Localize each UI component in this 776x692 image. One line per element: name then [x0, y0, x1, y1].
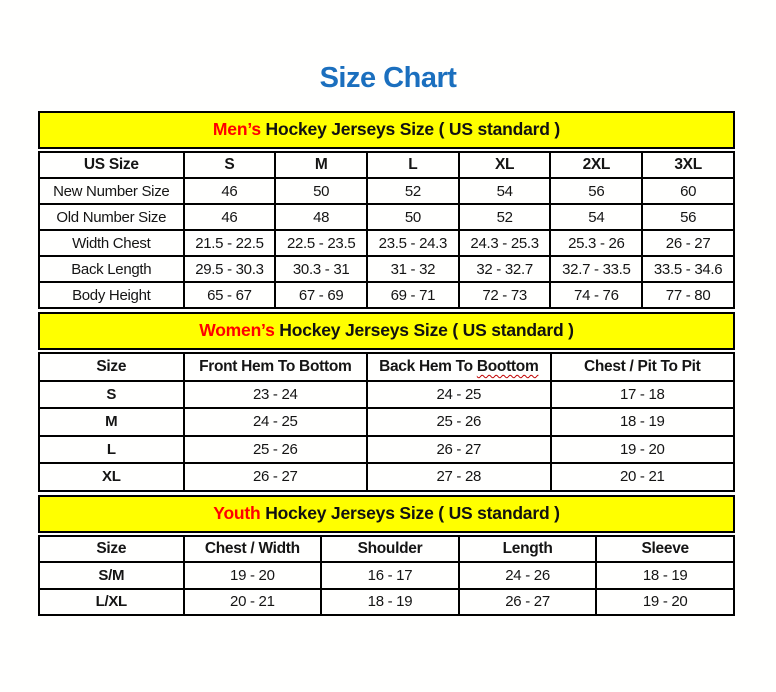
size-value-cell: 21.5 - 22.5	[184, 230, 276, 256]
size-value-cell: 26 - 27	[459, 589, 597, 616]
header-row	[39, 353, 734, 381]
size-value-cell: 19 - 20	[184, 562, 322, 589]
table-row	[39, 230, 734, 256]
size-value-cell: 74 - 76	[550, 282, 642, 308]
table-row	[39, 256, 734, 282]
column-header: Size	[39, 353, 184, 381]
row-label: Old Number Size	[39, 204, 184, 230]
column-header: Shoulder	[321, 536, 459, 563]
size-value-cell: 26 - 27	[367, 436, 550, 464]
row-label: Back Length	[39, 256, 184, 282]
womens-caption-highlight: Women’s	[199, 320, 275, 340]
table-row	[39, 204, 734, 230]
mens-caption-highlight: Men’s	[212, 119, 261, 139]
size-value-cell: 33.5 - 34.6	[642, 256, 734, 282]
youth-size-section	[38, 495, 735, 617]
size-value-cell: 60	[642, 178, 734, 204]
size-value-cell: 18 - 19	[596, 562, 734, 589]
womens-caption-rest: Hockey Jerseys Size ( US standard )	[274, 320, 574, 340]
size-value-cell: 69 - 71	[367, 282, 459, 308]
youth-caption-rest: Hockey Jerseys Size ( US standard )	[260, 502, 560, 523]
size-value-cell: 26 - 27	[184, 463, 367, 491]
youth-caption-highlight: Youth	[213, 502, 261, 523]
size-value-cell: 31 - 32	[367, 256, 459, 282]
size-value-cell: 54	[550, 204, 642, 230]
size-value-cell: 22.5 - 23.5	[275, 230, 367, 256]
row-label: S	[39, 381, 184, 409]
size-value-cell: 29.5 - 30.3	[184, 256, 276, 282]
size-value-cell: 25 - 26	[367, 408, 550, 436]
size-value-cell: 77 - 80	[642, 282, 734, 308]
size-value-cell: 24.3 - 25.3	[459, 230, 551, 256]
size-value-cell: 23 - 24	[184, 381, 367, 409]
size-value-cell: 72 - 73	[459, 282, 551, 308]
row-label: XL	[39, 463, 184, 491]
size-value-cell: 20 - 21	[184, 589, 322, 616]
womens-size-table	[38, 352, 735, 492]
size-value-cell: 18 - 19	[551, 408, 734, 436]
column-header: Back Hem To Boottom	[367, 353, 550, 381]
page-title: Size Chart	[319, 62, 457, 94]
size-value-cell: 16 - 17	[321, 562, 459, 589]
size-value-cell: 25.3 - 26	[550, 230, 642, 256]
size-value-cell: 32 - 32.7	[459, 256, 551, 282]
column-header: 2XL	[550, 152, 642, 178]
mens-table-caption	[38, 111, 735, 149]
size-value-cell: 56	[642, 204, 734, 230]
size-value-cell: 27 - 28	[367, 463, 550, 491]
size-value-cell: 52	[459, 204, 551, 230]
column-header: Chest / Width	[184, 536, 322, 563]
row-label: Body Height	[39, 282, 184, 308]
table-row	[39, 381, 734, 409]
column-header: 3XL	[642, 152, 734, 178]
header-row	[39, 152, 734, 178]
size-value-cell: 50	[367, 204, 459, 230]
table-row	[39, 436, 734, 464]
size-value-cell: 65 - 67	[184, 282, 276, 308]
size-value-cell: 17 - 18	[551, 381, 734, 409]
size-value-cell: 67 - 69	[275, 282, 367, 308]
size-value-cell: 23.5 - 24.3	[367, 230, 459, 256]
table-row	[39, 408, 734, 436]
youth-table-caption	[38, 495, 735, 533]
column-header: Sleeve	[596, 536, 734, 563]
size-value-cell: 24 - 25	[184, 408, 367, 436]
mens-caption-rest: Hockey Jerseys Size ( US standard )	[260, 119, 561, 139]
table-row	[39, 562, 734, 589]
column-header: Front Hem To Bottom	[184, 353, 367, 381]
column-header: S	[184, 152, 276, 178]
row-label: New Number Size	[39, 178, 184, 204]
size-value-cell: 56	[550, 178, 642, 204]
size-value-cell: 18 - 19	[321, 589, 459, 616]
row-label: M	[39, 408, 184, 436]
size-value-cell: 24 - 26	[459, 562, 597, 589]
size-value-cell: 19 - 20	[551, 436, 734, 464]
column-header: US Size	[39, 152, 184, 178]
size-value-cell: 54	[459, 178, 551, 204]
table-row	[39, 463, 734, 491]
row-label: L/XL	[39, 589, 184, 616]
table-row	[39, 282, 734, 308]
column-header: XL	[459, 152, 551, 178]
misspelled-word: Boottom	[476, 357, 539, 375]
size-value-cell: 20 - 21	[551, 463, 734, 491]
mens-size-section	[38, 111, 735, 309]
womens-size-section	[38, 312, 735, 492]
size-value-cell: 32.7 - 33.5	[550, 256, 642, 282]
mens-size-table	[38, 151, 735, 309]
row-label: Width Chest	[39, 230, 184, 256]
size-value-cell: 25 - 26	[184, 436, 367, 464]
size-value-cell: 48	[275, 204, 367, 230]
size-value-cell: 52	[367, 178, 459, 204]
table-row	[39, 178, 734, 204]
size-value-cell: 46	[184, 178, 276, 204]
column-header: M	[275, 152, 367, 178]
tables-container	[38, 111, 735, 616]
size-value-cell: 24 - 25	[367, 381, 550, 409]
size-value-cell: 50	[275, 178, 367, 204]
youth-size-table	[38, 535, 735, 617]
column-header: Length	[459, 536, 597, 563]
row-label: S/M	[39, 562, 184, 589]
size-value-cell: 30.3 - 31	[275, 256, 367, 282]
table-row	[39, 589, 734, 616]
column-header: L	[367, 152, 459, 178]
size-value-cell: 46	[184, 204, 276, 230]
column-header: Chest / Pit To Pit	[551, 353, 734, 381]
size-value-cell: 19 - 20	[596, 589, 734, 616]
size-value-cell: 26 - 27	[642, 230, 734, 256]
header-row	[39, 536, 734, 563]
womens-table-caption	[38, 312, 735, 350]
row-label: L	[39, 436, 184, 464]
column-header: Size	[39, 536, 184, 563]
